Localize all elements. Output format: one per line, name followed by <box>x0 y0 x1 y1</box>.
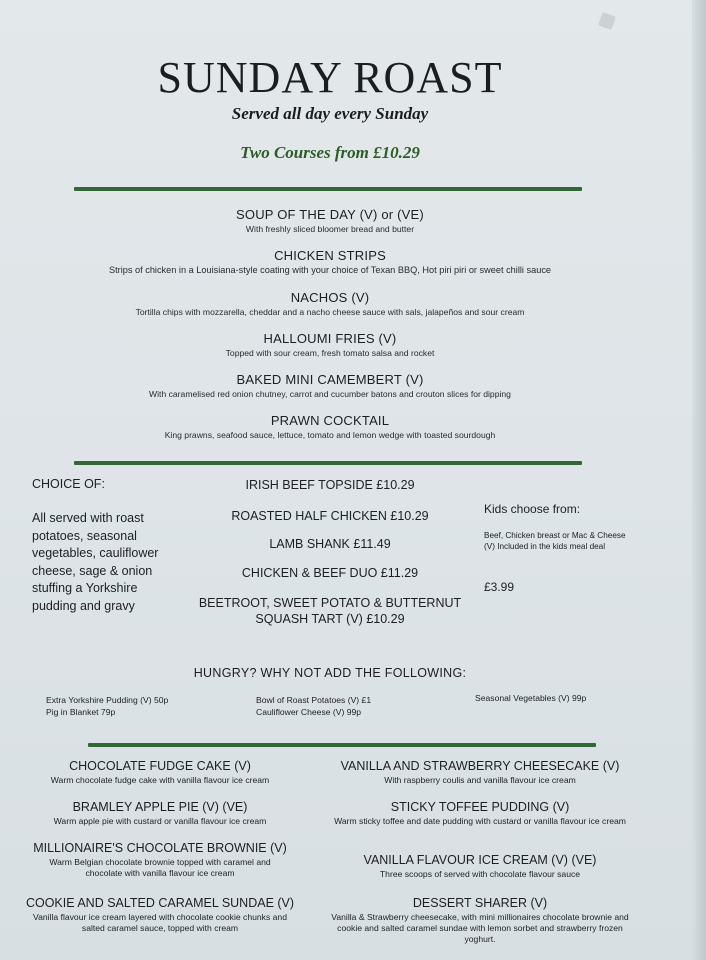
dessert-desc: Warm sticky toffee and date pudding with custard or vanilla flavour ice cream <box>334 816 626 826</box>
paper-mark <box>598 12 616 30</box>
starter-desc: With freshly sliced bloomer bread and butter <box>245 224 415 234</box>
divider-bottom <box>88 743 596 747</box>
dessert-desc: Warm apple pie with custard or vanilla flavour ice cream <box>53 816 267 826</box>
served-with-text: All served with roast potatoes, seasonal vegetables, cauliflower cheese, sage & onion stuffing a Yorkshire pudding and gravy <box>32 511 159 613</box>
dessert-desc: Three scoops of served with chocolate flavour sauce <box>379 869 581 879</box>
starter-desc: With caramelised red onion chutney, carrot and cucumber batons and crouton slices for dipping <box>149 389 511 399</box>
extras-column <box>475 692 586 704</box>
kids-description: Beef, Chicken breast or Mac & Cheese (V) Included in the kids meal deal <box>484 531 626 551</box>
dessert-name: VANILLA AND STRAWBERRY CHEESECAKE (V) <box>340 759 620 773</box>
dessert-desc: With raspberry coulis and vanilla flavour ice cream <box>384 775 576 785</box>
starter-name: BAKED MINI CAMEMBERT (V) <box>236 372 424 387</box>
extras-column <box>256 694 371 718</box>
extra-item: Cauliflower Cheese (V) 99p <box>256 707 362 717</box>
two-course-promo: Two Courses from £10.29 <box>240 143 420 162</box>
choice-heading: CHOICE OF: <box>32 477 105 491</box>
divider-middle <box>74 461 582 465</box>
starter-name: HALLOUMI FRIES (V) <box>263 331 397 346</box>
dessert-desc: Vanilla & Strawberry cheesecake, with mini millionaires chocolate brownie and cookie and salted caramel sundae with lemon sorbet and strawberry frozen yoghurt. <box>331 912 629 944</box>
starter-item <box>0 372 660 399</box>
dessert-item <box>10 800 310 827</box>
starter-name: NACHOS (V) <box>290 290 370 305</box>
dessert-desc: Vanilla flavour ice cream layered with chocolate cookie chunks and salted caramel sauce, topped with cream <box>33 912 287 933</box>
menu-subtitle: Served all day every Sunday <box>231 104 429 123</box>
dessert-name: DESSERT SHARER (V) <box>412 896 548 910</box>
starter-desc: Strips of chicken in a Louisiana-style coating with your choice of Texan BBQ, Hot piri piri or sweet chilli sauce <box>108 265 552 275</box>
dessert-name: BRAMLEY APPLE PIE (V) (VE) <box>72 800 248 814</box>
kids-heading: Kids choose from: <box>484 502 581 516</box>
dessert-name: VANILLA FLAVOUR ICE CREAM (V) (VE) <box>363 853 597 867</box>
starter-item <box>0 290 660 317</box>
kids-price: £3.99 <box>484 580 515 594</box>
starter-name: SOUP OF THE DAY (V) or (VE) <box>236 207 424 222</box>
dessert-desc: Warm chocolate fudge cake with vanilla flavour ice cream <box>50 775 270 785</box>
dessert-item <box>330 853 630 880</box>
starter-item <box>0 207 660 234</box>
extra-item: Pig in Blanket 79p <box>46 707 116 717</box>
starter-name: PRAWN COCKTAIL <box>270 413 390 428</box>
main-item: IRISH BEEF TOPSIDE £10.29 <box>245 478 415 492</box>
starter-desc: King prawns, seafood sauce, lettuce, tomato and lemon wedge with toasted sourdough <box>164 430 496 440</box>
starter-name: CHICKEN STRIPS <box>274 248 386 263</box>
extra-item: Extra Yorkshire Pudding (V) 50p <box>46 695 169 705</box>
extra-item: Bowl of Roast Potatoes (V) £1 <box>256 695 372 705</box>
page-edge-shadow <box>692 0 706 960</box>
dessert-item <box>10 759 310 786</box>
dessert-item <box>10 896 310 934</box>
dessert-name: CHOCOLATE FUDGE CAKE (V) <box>69 759 251 773</box>
main-item: ROASTED HALF CHICKEN £10.29 <box>231 509 429 523</box>
main-item: LAMB SHANK £11.49 <box>269 537 391 551</box>
dessert-name: STICKY TOFFEE PUDDING (V) <box>390 800 570 814</box>
extras-heading: HUNGRY? WHY NOT ADD THE FOLLOWING: <box>193 666 467 680</box>
main-item: CHICKEN & BEEF DUO £11.29 <box>241 566 419 580</box>
dessert-name: COOKIE AND SALTED CARAMEL SUNDAE (V) <box>25 896 295 910</box>
starter-item <box>0 248 660 275</box>
extra-item: Seasonal Vegetables (V) 99p <box>475 693 587 703</box>
dessert-name: MILLIONAIRE'S CHOCOLATE BROWNIE (V) <box>33 841 287 855</box>
dessert-desc: Warm Belgian chocolate brownie topped with caramel and chocolate with vanilla flavour ice cream <box>49 857 271 878</box>
starter-item <box>0 331 660 358</box>
starter-item <box>0 413 660 440</box>
menu-title: SUNDAY ROAST <box>157 53 503 102</box>
dessert-item <box>10 841 310 879</box>
starter-desc: Topped with sour cream, fresh tomato salsa and rocket <box>225 348 435 358</box>
dessert-item <box>330 896 630 945</box>
divider-top <box>74 187 582 191</box>
dessert-item <box>330 759 630 786</box>
main-item: BEETROOT, SWEET POTATO & BUTTERNUT SQUASH TART (V) £10.29 <box>198 596 462 626</box>
dessert-item <box>330 800 630 827</box>
extras-column <box>46 694 168 718</box>
starter-desc: Tortilla chips with mozzarella, cheddar and a nacho cheese sauce with sals, jalapeños and sour cream <box>135 307 525 317</box>
